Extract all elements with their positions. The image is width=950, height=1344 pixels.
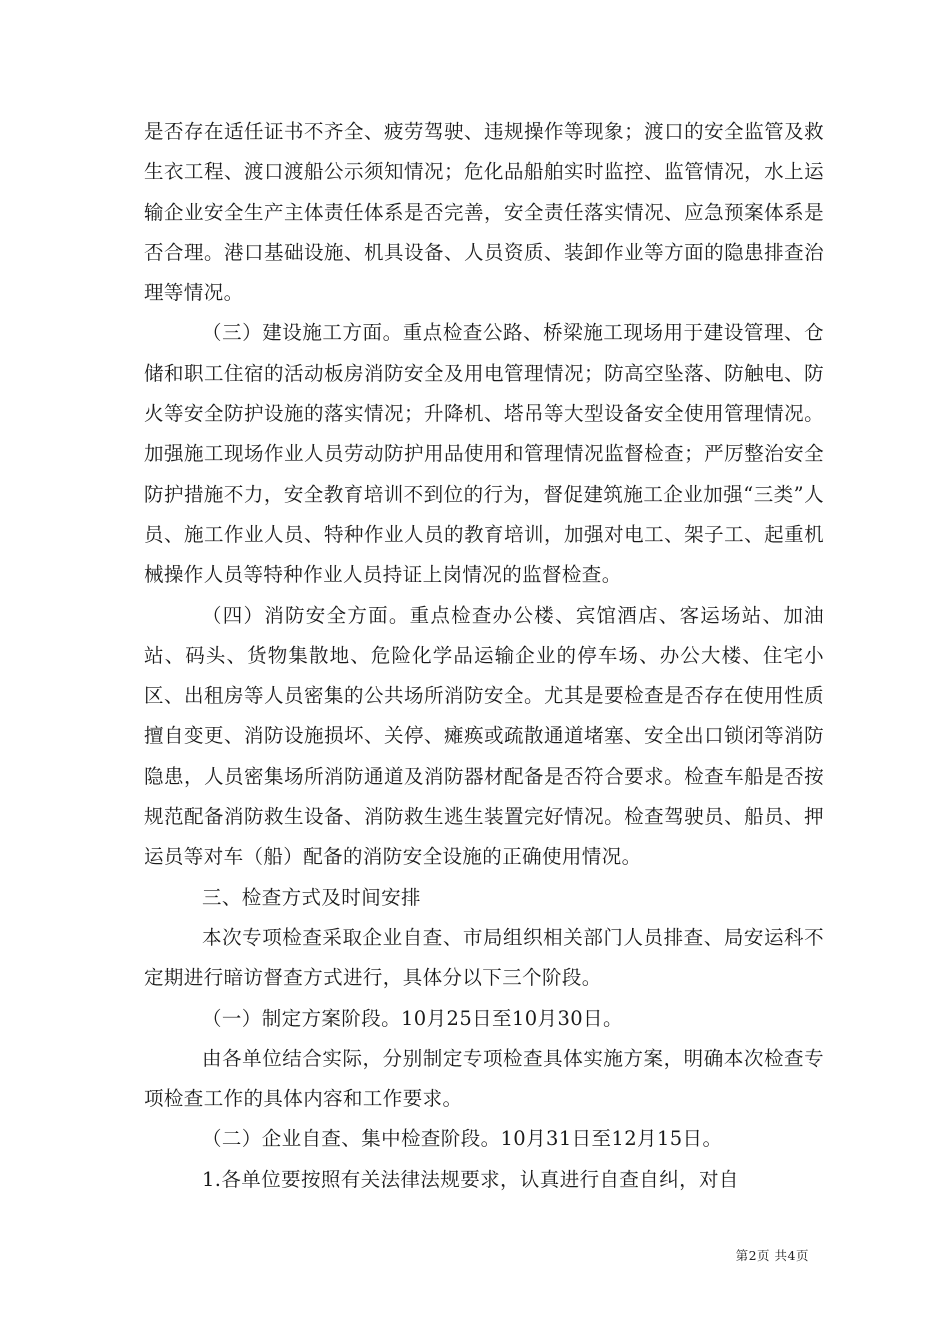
- paragraph-8: （二）企业自查、集中检查阶段。10月31日至12月15日。: [202, 1127, 723, 1151]
- document-body: [144, 112, 824, 1200]
- paragraph-9: 1.各单位要按照有关法律法规要求，认真进行自查自纠，对自: [202, 1167, 739, 1191]
- paragraph-6: （一）制定方案阶段。10月25日至10月30日。: [202, 1006, 623, 1030]
- section-heading: 三、检查方式及时间安排: [202, 885, 421, 909]
- page-number-footer: 第2页 共4页: [735, 1248, 809, 1263]
- paragraph-1: 是否存在适任证书不齐全、疲劳驾驶、违规操作等现象；渡口的安全监管及救生衣工程、渡口渡船公示须知情况；危化品船舶实时监控、监管情况，水上运输企业安全生产主体责任体系是否完善，安全责任落实情况、应急预案体系是否合理。港口基础设施、机具设备、人员资质、装卸作业等方面的隐患排查治理等情况。: [144, 120, 824, 305]
- paragraph-5: 本次专项检查采取企业自查、市局组织相关部门人员排查、局安运科不定期进行暗访督查方式进行，具体分以下三个阶段。: [144, 925, 824, 990]
- paragraph-7: 由各单位结合实际，分别制定专项检查具体实施方案，明确本次检查专项检查工作的具体内容和工作要求。: [144, 1046, 824, 1111]
- paragraph-2: （三）建设施工方面。重点检查公路、桥梁施工现场用于建设管理、仓储和职工住宿的活动板房消防安全及用电管理情况；防高空坠落、防触电、防火等安全防护设施的落实情况；升降机、塔吊等大型设备安全使用管理情况。加强施工现场作业人员劳动防护用品使用和管理情况监督检查；严厉整治安全防护措施不力，安全教育培训不到位的行为，督促建筑施工企业加强“三类”人员、施工作业人员、特种作业人员的教育培训，加强对电工、架子工、起重机械操作人员等特种作业人员持证上岗情况的监督检查。: [144, 321, 824, 587]
- paragraph-3: （四）消防安全方面。重点检查办公楼、宾馆酒店、客运场站、加油站、码头、货物集散地、危险化学品运输企业的停车场、办公大楼、住宅小区、出租房等人员密集的公共场所消防安全。尤其是要检查是否存在使用性质擅自变更、消防设施损坏、关停、瘫痪或疏散通道堵塞、安全出口锁闭等消防隐患，人员密集场所消防通道及消防器材配备是否符合要求。检查车船是否按规范配备消防救生设备、消防救生逃生装置完好情况。检查驾驶员、船员、押运员等对车（船）配备的消防安全设施的正确使用情况。: [144, 603, 824, 869]
